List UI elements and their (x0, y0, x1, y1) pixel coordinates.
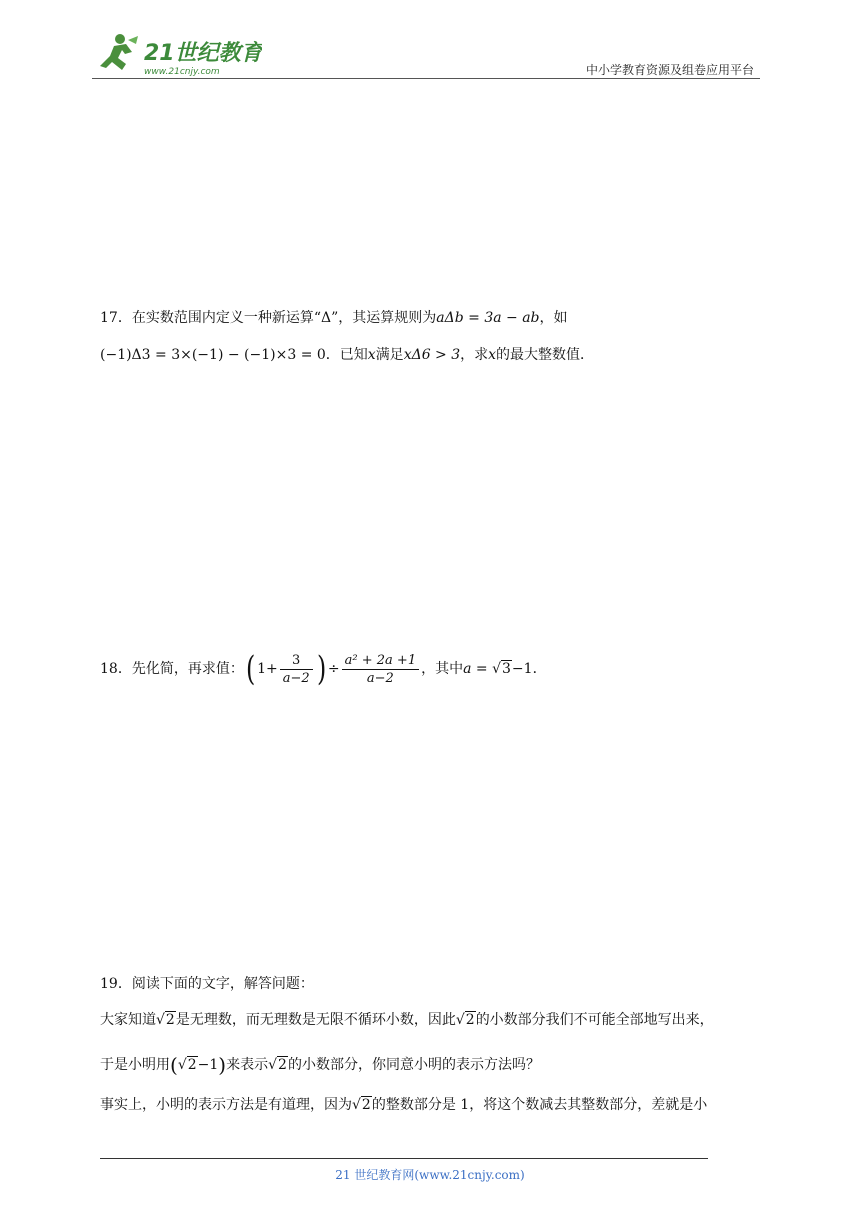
question-18-tail-a: ，其中 (421, 661, 464, 677)
right-paren: ) (218, 1053, 227, 1077)
left-paren: ( (170, 1053, 178, 1077)
minus-one: −1 (197, 1057, 219, 1073)
question-18-text: 先化简，再求值： (131, 661, 244, 677)
one-plus: 1+ (257, 661, 278, 677)
question-19-paragraph-3 (100, 1098, 707, 1112)
question-19-paragraph-2 (100, 1055, 540, 1075)
question-17-line1-end: ，如 (539, 310, 568, 326)
question-17-text-c: ，求 (460, 347, 489, 363)
question-18-end: ． (532, 661, 547, 677)
header-divider (92, 78, 760, 79)
question-18 (100, 649, 547, 689)
question-17-example-formula: (−1)Δ3 = 3×(−1) − (−1)×3 = 0 (100, 347, 326, 363)
site-logo (92, 30, 262, 80)
fraction-2-denominator: a−2 (366, 670, 394, 686)
question-19-title-line (100, 977, 314, 991)
sqrt-2: √2 (156, 1012, 175, 1028)
p2-text-a: 于是小明用 (100, 1057, 170, 1073)
fraction-1-denominator: a−2 (282, 670, 310, 686)
question-17-line-2 (100, 348, 594, 362)
fraction-2-numerator: a² + 2a +1 (342, 654, 419, 670)
fraction-1 (280, 654, 313, 685)
question-18-number: 18． (100, 661, 132, 677)
fraction-1-numerator: 3 (280, 654, 313, 670)
minus-one: −1 (511, 661, 533, 677)
footer-divider (100, 1158, 708, 1159)
p3-text-b: 的整数部分是 1，将这个数减去其整数部分，差就是小 (371, 1097, 708, 1113)
p1-text-c: 的小数部分我们不可能全部地写出来， (475, 1012, 714, 1028)
sqrt-3: √3 (492, 661, 511, 677)
divide-sign: ÷ (327, 661, 340, 677)
question-19-paragraph-1 (100, 1013, 714, 1027)
left-paren: ( (245, 649, 256, 689)
sqrt-2: √2 (352, 1097, 371, 1113)
p1-text-a: 大家知道 (100, 1012, 156, 1028)
a-equals: a = (463, 661, 493, 677)
p2-text-c: 的小数部分，你同意小明的表示方法吗？ (287, 1057, 540, 1073)
question-17-text-a: ．已知 (325, 347, 368, 363)
p2-text-b: 来表示 (226, 1057, 269, 1073)
header-platform-text: 中小学教育资源及组卷应用平台 (585, 63, 754, 77)
question-19-title: 阅读下面的文字，解答问题： (131, 976, 314, 992)
question-17-var-x: x (367, 347, 376, 363)
running-figure-icon (100, 34, 138, 70)
question-17-line-1 (100, 311, 568, 325)
logo-brand-text: 21世纪教育 (144, 41, 262, 66)
sqrt-2: √2 (177, 1057, 197, 1073)
fraction-2 (342, 654, 419, 685)
question-17-condition: xΔ6 > 3 (403, 347, 461, 363)
p1-text-b: 是无理数，而无理数是无限不循环小数，因此 (175, 1012, 456, 1028)
p3-text-a: 事实上，小明的表示方法是有道理，因为 (100, 1097, 352, 1113)
footer-link[interactable]: 21 世纪教育网(www.21cnjy.com) (335, 1168, 525, 1182)
sqrt-2: √2 (268, 1057, 287, 1073)
sqrt-2: √2 (455, 1012, 475, 1028)
question-17-var-x-2: x (488, 347, 497, 363)
question-17-number: 17． (100, 310, 132, 326)
question-17-rule-formula: aΔb = 3a − ab (436, 310, 540, 326)
question-17-text-d: 的最大整数值． (496, 347, 595, 363)
question-17-text: 在实数范围内定义一种新运算“Δ”，其运算规则为 (131, 310, 437, 326)
question-19-number: 19． (100, 976, 132, 992)
question-17-text-b: 满足 (375, 347, 404, 363)
logo-url-text: www.21cnjy.com (144, 67, 220, 77)
right-paren: ) (316, 649, 326, 689)
